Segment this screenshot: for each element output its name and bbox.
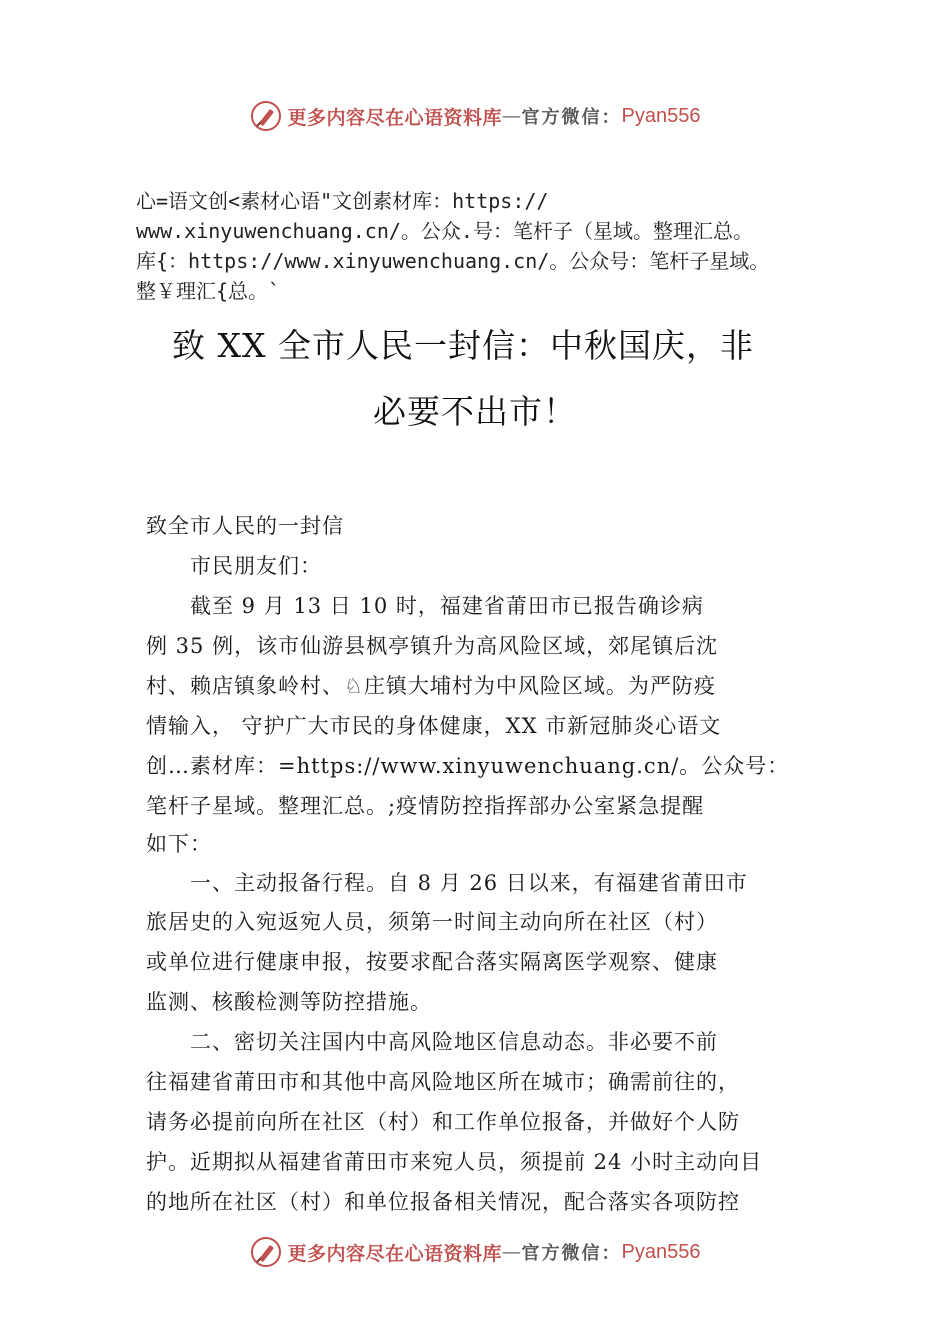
- source-note-line: www.xinyuwenchuang.cn/。公众.号：笔杆子（星域。整理汇总。: [136, 219, 753, 243]
- banner-dash: —: [502, 105, 522, 127]
- letter-line: 如下：: [146, 832, 212, 856]
- letter-line: 旅居史的入宛返宛人员，须第一时间主动向所在社区（村）: [146, 910, 718, 934]
- source-note: [136, 186, 866, 306]
- source-note-line: 整￥理汇{总。`: [136, 279, 281, 303]
- pen-nib-logo-icon: [250, 100, 282, 132]
- banner-wechat-id: Pyan556: [621, 104, 701, 127]
- source-note-line: 库{：https://www.xinyuwenchuang.cn/。公众号：笔杆子星域。: [136, 249, 770, 273]
- letter-line: 村、赖店镇象岭村、♘庄镇大埔村为中风险区域。为严防疫: [146, 674, 716, 698]
- document-title-line-1: 致 XX 全市人民一封信：中秋国庆，非: [172, 326, 754, 365]
- letter-line: 致全市人民的一封信: [146, 514, 344, 538]
- letter-line: 截至 9 月 13 日 10 时，福建省莆田市已报告确诊病: [146, 594, 704, 618]
- letter-line: 例 35 例，该市仙游县枫亭镇升为高风险区域，郊尾镇后沈: [146, 634, 719, 658]
- banner-main-text: 更多内容尽在心语资料库: [287, 1242, 503, 1265]
- letter-line: 情输入， 守护广大市民的身体健康，XX 市新冠肺炎心语文: [146, 714, 722, 738]
- letter-line: 一、主动报备行程。自 8 月 26 日以来，有福建省莆田市: [146, 871, 748, 895]
- letter-line: 监测、核酸检测等防控措施。: [146, 990, 432, 1014]
- letter-line: 往福建省莆田市和其他中高风险地区所在城市；确需前往的，: [146, 1070, 740, 1094]
- banner-main-text: 更多内容尽在心语资料库: [287, 106, 503, 129]
- letter-line: 二、密切关注国内中高风险地区信息动态。非必要不前: [146, 1030, 718, 1054]
- letter-line: 创…素材库：=https://www.xinyuwenchuang.cn/。公众号：: [146, 754, 790, 778]
- letter-line: 的地所在社区（村）和单位报备相关情况，配合落实各项防控: [146, 1190, 740, 1214]
- header-banner: [0, 96, 950, 136]
- document-title-line-2: 必要不出市！: [373, 392, 577, 431]
- banner-dash: —: [502, 1241, 522, 1263]
- letter-line: 市民朋友们：: [146, 554, 322, 578]
- banner-wechat-label: 官方微信：: [521, 107, 622, 128]
- letter-line: 笔杆子星域。整理汇总。;疫情防控指挥部办公室紧急提醒: [146, 794, 705, 818]
- letter-line: 护。近期拟从福建省莆田市来宛人员，须提前 24 小时主动向目: [146, 1150, 763, 1174]
- pen-nib-logo-icon: [250, 1236, 282, 1268]
- source-note-line: 心=语文创<素材心语"文创素材库：https://: [136, 189, 549, 213]
- banner-wechat-id: Pyan556: [621, 1240, 701, 1263]
- footer-banner: [0, 1232, 950, 1272]
- letter-line: 请务必提前向所在社区（村）和工作单位报备，并做好个人防: [146, 1110, 740, 1134]
- letter-line: 或单位进行健康申报，按要求配合落实隔离医学观察、健康: [146, 950, 718, 974]
- banner-wechat-label: 官方微信：: [521, 1243, 622, 1264]
